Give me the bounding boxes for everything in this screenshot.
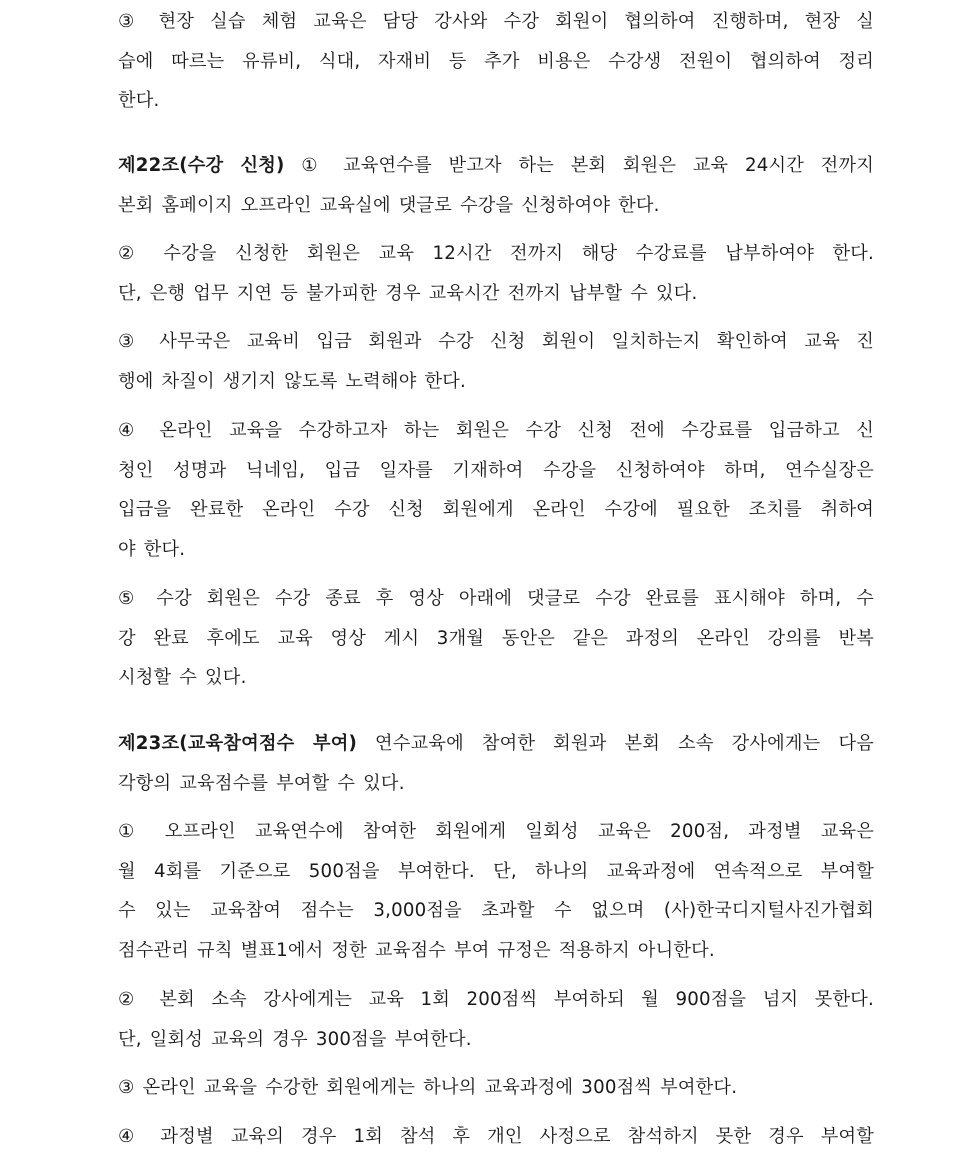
text-line: 각항의 교육점수를 부여할 수 있다.: [118, 772, 405, 794]
article-22-clause-4: [118, 411, 874, 569]
text-line: [118, 146, 874, 186]
text-line: ④ 온라인 교육을 수강하고자 하는 회원은 수강 신청 전에 수강료를 입금하고 신: [118, 420, 874, 441]
article-22-clause-2: [118, 234, 874, 313]
text-line: 한다.: [118, 90, 160, 111]
text-line: ① 오프라인 교육연수에 참여한 회원에게 일회성 교육은 200점, 과정별 교육은: [118, 821, 874, 842]
text-line: ⑤ 수강 회원은 수강 종료 후 영상 아래에 댓글로 수강 완료를 표시해야 하며, 수: [118, 588, 874, 609]
text-line: 시청할 수 있다.: [118, 667, 247, 688]
article-23-text: 연수교육에 참여한 회원과 본회 소속 강사에게는 다음: [357, 733, 874, 754]
text-line: 단, 일회성 교육의 경우 300점을 부여한다.: [118, 1028, 472, 1050]
article-22-clause-3: [118, 322, 874, 401]
text-line: ② 본회 소속 강사에게는 교육 1회 200점씩 부여하되 월 900점을 넘지 못한다.: [118, 989, 874, 1010]
text-line: 야 한다.: [118, 538, 186, 560]
text-line: 행에 차질이 생기지 않도록 노력해야 한다.: [118, 370, 466, 392]
text-line: 본회 홈페이지 오프라인 교육실에 댓글로 수강을 신청하여야 한다.: [118, 194, 660, 216]
article-22-heading: 제22조(수강 신청): [118, 155, 285, 176]
article-23-clause-1: [118, 812, 874, 970]
paragraph-field-practice: [118, 2, 874, 121]
text-line: 입금을 완료한 온라인 수강 신청 회원에게 온라인 수강에 필요한 조치를 취하여: [118, 499, 874, 520]
text-line: 점수관리 규칙 별표1에서 정한 교육점수 부여 규정은 적용하지 아니한다.: [118, 939, 715, 961]
text-line: 강 완료 후에도 교육 영상 게시 3개월 동안은 같은 과정의 온라인 강의를 반복: [118, 627, 874, 649]
text-line: ③ 사무국은 교육비 입금 회원과 수강 신청 회원이 일치하는지 확인하여 교육 진: [118, 331, 874, 352]
article-23-clause-3: [118, 1068, 874, 1108]
text-line: ② 수강을 신청한 회원은 교육 12시간 전까지 해당 수강료를 납부하여야 한다.: [118, 243, 874, 264]
article-22-clause-5: [118, 579, 874, 698]
article-22-text: ① 교육연수를 받고자 하는 본회 회원은 교육 24시간 전까지: [284, 155, 874, 176]
text-line: ④ 과정별 교육의 경우 1회 참석 후 개인 사정으로 참석하지 못한 경우 부여할: [118, 1126, 874, 1147]
article-23-heading: 제23조(교육참여점수 부여): [118, 733, 357, 754]
text-line: 수 있는 교육참여 점수는 3,000점을 초과할 수 없으며 (사)한국디지털사진가협회: [118, 900, 874, 921]
text-line: ③ 현장 실습 체험 교육은 담당 강사와 수강 회원이 협의하여 진행하며, 현장 실: [118, 11, 874, 32]
text-line: ③ 온라인 교육을 수강한 회원에게는 하나의 교육과정에 300점씩 부여한다.: [118, 1077, 738, 1098]
article-23-clause-2: [118, 980, 874, 1059]
text-line: [118, 724, 874, 764]
article-23-paragraph: [118, 724, 874, 803]
text-line: 단, 은행 업무 지연 등 불가피한 경우 교육시간 전까지 납부할 수 있다.: [118, 282, 698, 304]
text-line: 습에 따르는 유류비, 식대, 자재비 등 추가 비용은 수강생 전원이 협의하여 정리: [118, 50, 874, 72]
article-22-paragraph: [118, 146, 874, 225]
text-line: 월 4회를 기준으로 500점을 부여한다. 단, 하나의 교육과정에 연속적으로 부여할: [118, 860, 874, 882]
text-line: 청인 성명과 닉네임, 입금 일자를 기재하여 수강을 신청하여야 하며, 연수실장은: [118, 459, 874, 481]
